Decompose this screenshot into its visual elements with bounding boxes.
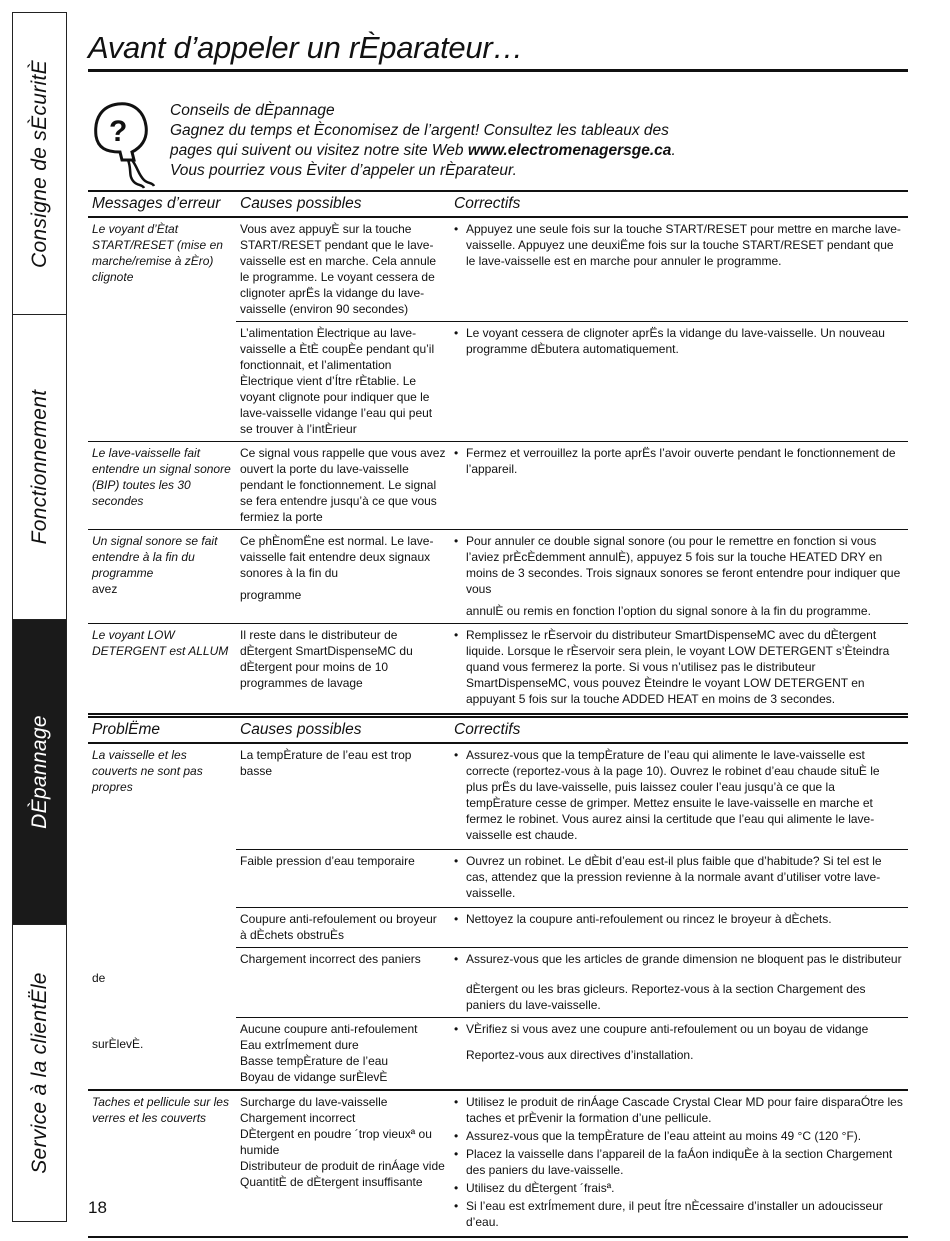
cause: La tempÈrature de l’eau est trop basse [240,748,412,778]
tab-safety-label: Consigne de sÈcuritÈ [27,59,51,268]
cause-item: QuantitÈ de dÈtergent insuffisante [240,1175,423,1189]
problem: de [92,970,106,985]
fix-item: • Utilisez du dÈtergent ´fraisª. [466,1180,904,1196]
fix [450,850,908,908]
table-row [88,442,908,530]
cause: Il reste dans le distributeur de dÈtergent SmartDispenseMC du dÈtergent pour moins de 10 programmes de lavage [236,624,450,715]
cause: Vous avez appuyÈ sur la touche START/RESET pendant que le lave-vaisselle est en marche. Cela annule le programme. Le voyant cessera de clignoter aprËs la vidange du lave-vaisselle (environ 90 secondes) [236,217,450,322]
cause [236,1018,450,1091]
fix-extra: Reportez-vous aux directives d’installation. [466,1048,694,1062]
tips-line2-end: . [671,142,676,159]
error-message: Le voyant LOW DETERGENT est ALLUM [88,624,236,715]
cause-text: Ce phÈnomËne est normal. Le lave-vaisselle fait entendre deux signaux sonores à la fin du [240,534,434,580]
cause-item: Chargement incorrect [240,1111,356,1125]
fix [450,217,908,322]
fix [450,442,908,530]
table-row [88,530,908,624]
col-header-fixes: Correctifs [450,191,908,217]
fix-item: • Si l’eau est extrÍmement dure, il peut Ítre nÈcessaire d’installer un adoucisseur d’eau. [466,1198,904,1230]
section-tab-bar [12,12,67,1222]
problems-table [88,716,908,1238]
fix-extra: dÈtergent ou les bras gicleurs. Reportez-vous à la section Chargement des paniers du lave-vaisselle. [466,982,866,1012]
fix-item: • Nettoyez la coupure anti-refoulement ou rincez le broyeur à dÈchets. [466,911,904,927]
cause-item: Basse tempÈrature de l’eau [240,1054,389,1068]
tips-line1: Gagnez du temps et Èconomisez de l’argent! Consultez les tableaux des [170,122,669,139]
col-header-messages: Messages d’erreur [88,191,236,217]
fix-item: • Assurez-vous que les articles de grande dimension ne bloquent pas le distributeur [466,951,904,967]
cause: Ce signal vous rappelle que vous avez ouvert la porte du lave-vaisselle pendant le fonctionnement. Le signal se fera entendre jusqu’à ce que vous fermiez la porte [236,442,450,530]
table-row [88,624,908,715]
tab-troubleshooting-label: DÈpannage [27,715,51,829]
cause-item: DÈtergent en poudre ´trop vieuxª ou humide [240,1127,432,1157]
error-message [88,530,236,624]
error-message-extra: avez [92,582,118,596]
col-header-problem: ProblËme [88,717,236,743]
fix [450,908,908,948]
tips-line2 [170,141,890,161]
fix [450,743,908,850]
tips-heading: Conseils de dÈpannage [170,102,335,119]
cause: Faible pression d’eau temporaire [236,850,450,908]
table-row [88,1090,908,1237]
problem: Taches et pellicule sur les verres et les couverts [88,1090,236,1237]
tab-operation[interactable] [13,315,66,620]
problem: La vaisselle et les couverts ne sont pas propres [92,748,203,794]
error-message [88,322,236,442]
col-header-fixes: Correctifs [450,717,908,743]
fix [450,1090,908,1237]
fix-item: • Ouvrez un robinet. Le dÈbit d’eau est-il plus faible que d’habitude? Si tel est le cas, attendez que la pression revienne à la normale avant d’utiliser votre lave-vaisselle. [466,853,904,901]
cause-item: Distributeur de produit de rinÁage vide [240,1159,445,1173]
cause: Chargement incorrect des paniers [236,948,450,1018]
fix-item: • Appuyez une seule fois sur la touche START/RESET pour mettre en marche lave-vaisselle. Appuyez une deuxiËme fois sur la touche START/RESET pendant que le lave-vaisselle est en marche pour annuler le programme. [466,221,904,269]
cause [236,530,450,624]
cause-item: Surcharge du lave-vaisselle [240,1095,388,1109]
fix-item: • Placez la vaisselle dans l’appareil de la faÁon indiquÈe à la section Chargement des paniers du lave-vaisselle. [466,1146,904,1178]
fix-item: • Utilisez le produit de rinÁage Cascade Crystal Clear MD pour faire disparaÓtre les taches et prÈvenir la formation d’une pellicule. [466,1094,904,1126]
table-row [88,743,908,850]
cause-item: Aucune coupure anti-refoulement [240,1022,418,1036]
fix-item: • VÈrifiez si vous avez une coupure anti-refoulement ou un boyau de vidange [466,1021,904,1037]
table-row [88,948,908,1018]
website-link[interactable]: www.electromenagersge.ca [467,142,672,159]
fix-item: • Remplissez le rÈservoir du distributeur SmartDispenseMC avec du dÈtergent liquide. Lorsque le rÈservoir sera plein, le voyant LOW DETERGENT s’Èteindra quand vous fermerez la porte. Si vous n’utilisez pas le distributeur SmartDispenseMC, vous pouvez Èteindre le voyant LOW DETERGENT en appuyant 5 fois sur la touche ADDED HEAT en moins de 3 secondes. [466,627,904,707]
cause-extra: programme [240,588,302,602]
problem: surÈlevÈ. [92,1036,144,1051]
error-message: Le lave-vaisselle fait entendre un signal sonore (BIP) toutes les 30 secondes [88,442,236,530]
table-row [88,908,908,948]
table-row [88,850,908,908]
fix-extra: annulÈ ou remis en fonction l’option du signal sonore à la fin du programme. [466,604,871,618]
cause [236,1090,450,1237]
fix [450,624,908,715]
page-title: Avant d’appeler un rÈparateur… [88,30,524,65]
problem [88,850,236,908]
fix-item: • Fermez et verrouillez la porte aprËs l’avoir ouverte pendant le fonctionnement de l’appareil. [466,445,904,477]
error-message-text: Un signal sonore se fait entendre à la fin du programme [92,534,218,580]
col-header-causes: Causes possibles [236,191,450,217]
cause-item: Eau extrÍmement dure [240,1038,359,1052]
error-message: Le voyant d’Ètat START/RESET (mise en marche/remise à zÈro) clignote [92,222,223,284]
tab-troubleshooting[interactable] [13,620,66,925]
table-row [88,1018,908,1091]
tab-operation-label: Fonctionnement [27,389,51,545]
table-row [88,322,908,442]
fix [450,948,908,1018]
tips-line3: Vous pourriez vous Èviter d’appeler un rÈparateur. [170,162,517,179]
fix [450,1018,908,1091]
fix [450,322,908,442]
page-number: 18 [88,1198,107,1217]
tab-customer-service-label: Service à la clientËle [27,971,51,1174]
cause: Coupure anti-refoulement ou broyeur à dÈchets obstruÈs [236,908,450,948]
tips-block [170,101,890,181]
col-header-causes: Causes possibles [236,717,450,743]
fix-item: • Assurez-vous que la tempÈrature de l’eau atteint au moins 49 °C (120 °F). [466,1128,904,1144]
problem [88,908,236,948]
tab-customer-service[interactable] [13,925,66,1220]
fix-item: • Le voyant cessera de clignoter aprËs la vidange du lave-vaisselle. Un nouveau programme dÈbutera automatiquement. [466,325,904,357]
tips-line2-text: pages qui suivent ou visitez notre site Web [170,142,468,159]
fix-item: • Assurez-vous que la tempÈrature de l’eau qui alimente le lave-vaisselle est correcte (reportez-vous à la page 10). Ouvrez le robinet d’eau chaude situÈ le plus prËs du lave-vaisselle, puis laissez couler l’eau jusqu’à ce que la tempÈrature cesse de grimper. Mettez ensuite le lave-vaisselle en marche et fermez le robinet. Vous aurez ainsi la certitude que l’eau qui alimente le lave-vaisselle est chaude. [466,747,904,843]
error-messages-table [88,190,908,715]
cause: L’alimentation Èlectrique au lave-vaisselle a ÈtÈ coupÈe pendant qu’il fonctionnait, et l’alimentation Èlectrique vient d’Ítre rÈtablie. Le voyant clignote pour indiquer que le lave-vaisselle vidange l’eau qui peut se trouver à l’intÈrieur [240,326,435,436]
table-row [88,217,908,322]
tab-safety[interactable] [13,13,66,315]
question-tag-icon [88,96,158,192]
fix [450,530,908,624]
title-rule [88,69,908,72]
cause-item: Boyau de vidange surÈlevÈ [240,1070,388,1084]
svg-text:?: ? [109,115,128,148]
fix-item: • Pour annuler ce double signal sonore (ou pour le remettre en fonction si vous l’aviez prÈcÈdemment annulÈ), appuyez 5 fois sur la touche HEATED DRY en moins de 3 secondes. Trois signaux sonores se feront entendre pour indiquer que vous [466,533,904,597]
